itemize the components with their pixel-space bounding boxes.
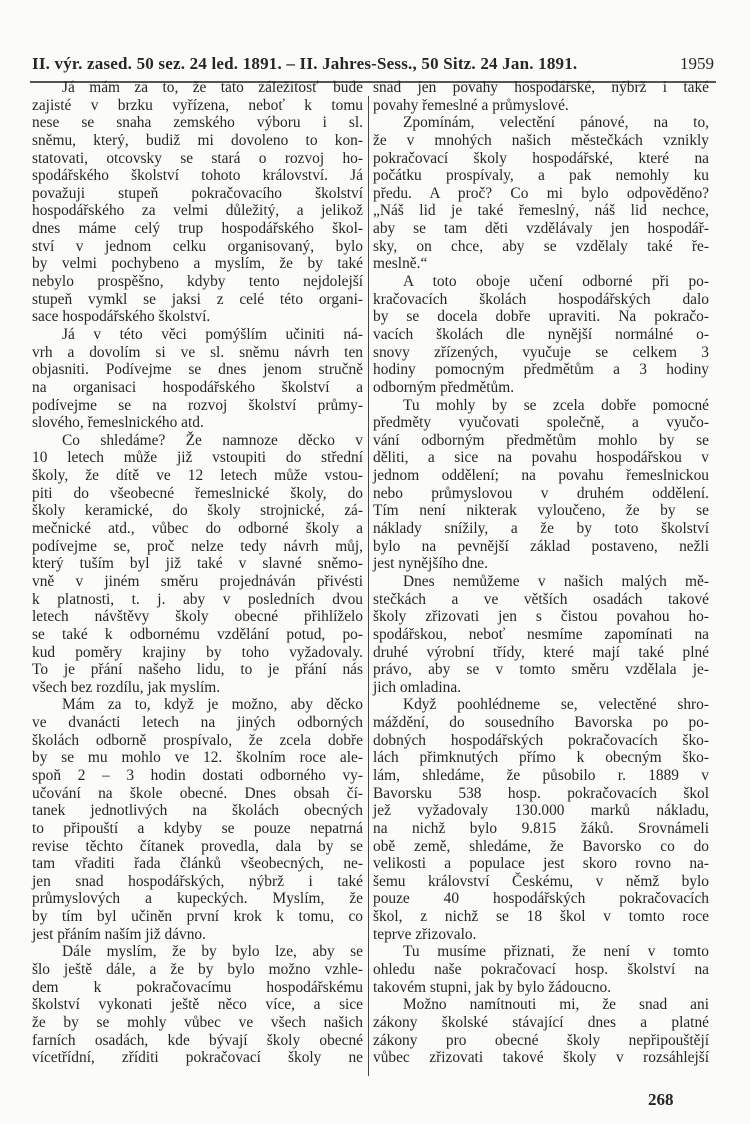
text-line: tam vřaditi řada článků všeobecných, ne-: [32, 855, 363, 873]
header-page-number: 1959: [680, 54, 714, 73]
text-line: všech bez rozdílu, jak myslím.: [32, 678, 221, 696]
column-divider: [368, 96, 369, 1076]
text-line: předměty vyučovati společně, a vyučo-: [373, 414, 709, 432]
text-line: bylo na pevnější základ postaveno, nežli: [373, 537, 709, 555]
text-line: školy keramické, do školy strojnické, zá-: [32, 502, 363, 520]
text-line: podívejme se na rozvoj školství průmy-: [32, 396, 363, 414]
text-line: považuji stupeň pokračovacího školství: [32, 184, 363, 202]
text-line: hodiny pomocným předmětům a 3 hodiny: [373, 361, 709, 379]
text-line: náklady snížily, a že by toto školství: [373, 520, 709, 538]
text-line: vícetřídní, zříditi pokračovací školy ne: [32, 1049, 363, 1067]
text-line: vně v jiném směru projednáván přivésti: [32, 572, 363, 590]
text-line: že by se mohly vůbec ve všech našich: [32, 1013, 363, 1031]
text-line: lám, shledáme, že působilo r. 1889 v: [373, 766, 709, 784]
text-line: máždění, do sousedního Bavorska po po-: [373, 714, 709, 732]
text-line: dobných hospodářských pokračovacích ško-: [373, 731, 709, 749]
text-line: „Náš lid je také řemeslný, náš lid nechce,: [373, 202, 709, 220]
text-line: kud poměry krajiny by toho vyžadovaly.: [32, 643, 363, 661]
text-line: Dále myslím, že by bylo lze, aby se: [62, 943, 363, 961]
text-line: k platnosti, t. j. aby v posledních dvou: [32, 590, 363, 608]
text-line: šlo ještě dále, a že by bylo možno vzhle-: [32, 961, 363, 979]
text-line: ve dvanácti letech na jiných odborných: [32, 714, 363, 732]
text-line: snovy zřízených, vyučuje se celkem 3: [373, 343, 709, 361]
text-line: revise těchto čítanek provedla, dala by se: [32, 837, 363, 855]
text-line: učování na škole obecné. Dnes obsah čí-: [32, 784, 363, 802]
text-line: pokračovací školy hospodářské, které na: [373, 149, 709, 167]
text-line: školství vykonati ještě něco více, a sice: [32, 996, 363, 1014]
text-line: by tím byl učiněn první krok k tomu, co: [32, 908, 363, 926]
text-line: povahy řemeslné a průmyslové.: [373, 96, 569, 114]
text-line: školy zřizovati jen s čistou povahou ho-: [373, 608, 709, 626]
text-line: zákony školské stávající dnes a platné: [373, 1013, 709, 1031]
text-line: jen snad hospodářských, nýbrž i také: [32, 872, 363, 890]
text-line: slového, řemeslnického atd.: [32, 414, 204, 432]
text-line: který tuším byl již také v slavné sněmo-: [32, 555, 363, 573]
text-line: podívejme se, proč nelze tedy návrh můj,: [32, 537, 363, 555]
header-session-info: II. výr. zased. 50 sez. 24 led. 1891. – II. Jahres-Sess., 50 Sitz. 24 Jan. 1891.: [32, 54, 578, 73]
text-line: odborným předmětům.: [373, 378, 515, 396]
text-line: 10 letech může již vstoupiti do střední: [32, 449, 363, 467]
text-line: jich omladina.: [373, 678, 462, 696]
text-line: škol, z nichž se 18 škol v tomto roce: [373, 908, 709, 926]
text-line: na organisaci hospodářského školství a: [32, 378, 363, 396]
text-line: počátku prospívaly, a pak nemohly ku: [373, 167, 709, 185]
text-line: právo, aby se v tomto směru vzdělala je-: [373, 661, 709, 679]
text-line: Tu mohly by se zcela dobře pomocné: [403, 396, 709, 414]
text-line: průmyslových a kupeckých. Myslím, že: [32, 890, 363, 908]
text-line: Když poohlédneme se, velectěné shro-: [403, 696, 709, 714]
text-line: ohledu naše pokračovací hosp. školství na: [373, 961, 709, 979]
text-line: nebo průmyslovou v druhém oddělení.: [373, 484, 709, 502]
text-line: takovém stupni, jak by bylo žádoucno.: [373, 978, 612, 996]
text-line: spodářského školství tohoto království. Já: [32, 167, 363, 185]
text-line: spodářskou, neboť nesmíme zapomínati na: [373, 625, 709, 643]
text-line: jež vyžadovaly 130.000 marků nákladu,: [373, 802, 709, 820]
text-line: dnes máme celý trup hospodářského škol-: [32, 220, 363, 238]
text-line: Tím není nikterak vyloučeno, že by se: [373, 502, 709, 520]
text-line: jest přáním naším již dávno.: [32, 925, 206, 943]
text-line: kračovacích školách hospodářských dalo: [373, 290, 709, 308]
text-line: teprve zřizovalo.: [373, 925, 477, 943]
text-line: by velmi pochybeno a myslím, že by také: [32, 255, 363, 273]
text-line: že v mnohých našich městečkách vznikly: [373, 131, 709, 149]
text-line: letech návštěvy školy obecné přihlíželo: [32, 608, 363, 626]
text-line: hospodářského za velmi důležitý, a jelikož: [32, 202, 363, 220]
text-line: To je přání našeho lidu, to je přání nás: [32, 661, 363, 679]
text-line: se také k odbornému vzdělání potud, po-: [32, 625, 363, 643]
text-line: šemu království Českému, v němž bylo: [373, 872, 709, 890]
text-line: školy, že dítě ve 12 letech může vstou-: [32, 467, 363, 485]
text-line: zajisté v brzku vyřízena, neboť k tomu: [32, 96, 363, 114]
text-line: nebylo prospěšno, kdyby tento nejdolejší: [32, 273, 363, 291]
text-line: Já v této věci pomýšlím učiniti ná-: [62, 325, 363, 343]
text-line: stupeň vymkl se jaksi z celé této organi-: [32, 290, 363, 308]
text-line: piti do všeobecné řemeslnické školy, do: [32, 484, 363, 502]
text-line: druhé výrobní třídy, které mají také plné: [373, 643, 709, 661]
left-column: [32, 79, 363, 1067]
text-line: školách odborně prospívalo, že zcela dobře: [32, 731, 363, 749]
text-line: aby se tam děti vzdělávaly jen hospodář-: [373, 220, 709, 238]
text-line: jednom oddělení; na povahu řemeslnickou: [373, 467, 709, 485]
text-line: dem k pokračovacímu hospodářskému: [32, 978, 363, 996]
text-line: by se docela dobře upraviti. Na pokračo-: [373, 308, 709, 326]
text-line: na nichž bylo 9.815 žáků. Srovnámeli: [373, 819, 709, 837]
text-line: Co shledáme? Že namnoze děcko v: [62, 431, 363, 449]
text-line: nese se snaha zemského výboru i sl.: [32, 114, 363, 132]
text-line: děliti, a sice na povahu hospodářskou v: [373, 449, 709, 467]
text-line: Já mám za to, že tato záležitosť bude: [62, 79, 363, 96]
text-line: A toto oboje učení odborné při po-: [403, 273, 709, 291]
text-line: to připouští a kdyby se pouze nepatrná: [32, 819, 363, 837]
text-line: obě země, shledáme, že Bavorsko co do: [373, 837, 709, 855]
text-line: sace hospodářského školství.: [32, 308, 211, 326]
text-line: vrh a dovolím si ve sl. sněmu návrh ten: [32, 343, 363, 361]
text-line: snad jen povahy hospodářské, nýbrž i také: [373, 79, 709, 96]
text-line: meslně.“: [373, 255, 428, 273]
text-line: objasniti. Podívejme se dnes jenom stručně: [32, 361, 363, 379]
text-line: tanek jednotlivých na školách obecných: [32, 802, 363, 820]
text-line: farních osadách, kde bývají školy obecné: [32, 1031, 363, 1049]
running-header: [32, 54, 714, 78]
text-line: velikosti a populace jest skoro rovno na-: [373, 855, 709, 873]
text-line: by se mu mohlo ve 12. školním roce ale-: [32, 749, 363, 767]
right-column: [373, 79, 709, 1067]
text-line: Tu musíme přiznati, že není v tomto: [403, 943, 709, 961]
text-line: mečnické atd., vůbec do odborné školy a: [32, 520, 363, 538]
text-line: Mám za to, když je možno, aby děcko: [62, 696, 363, 714]
text-line: sky, on chce, aby se vzdělaly také ře-: [373, 237, 709, 255]
text-line: lách přimknutých přímo k obecným ško-: [373, 749, 709, 767]
text-line: předu. A proč? Co mi bylo odpověděno?: [373, 184, 709, 202]
text-line: statovati, otcovsky se stará o rozvoj ho-: [32, 149, 363, 167]
text-line: Bavorsku 538 hosp. pokračovacích škol: [373, 784, 709, 802]
text-line: jest nynějšího dne.: [373, 555, 488, 573]
text-line: pouze 40 hospodářských pokračovacích: [373, 890, 709, 908]
text-line: spoň 2 – 3 hodin dostati odborného vy-: [32, 766, 363, 784]
text-line: zákony pro obecné školy nepřipouštějí: [373, 1031, 709, 1049]
page-number: 268: [648, 1090, 674, 1109]
text-line: stečkách a ve větších osadách takové: [373, 590, 709, 608]
text-line: Dnes nemůžeme v našich malých mě-: [403, 572, 709, 590]
text-line: Možno namítnouti mi, že snad ani: [403, 996, 709, 1014]
text-line: ství v jednom celku organisovaný, bylo: [32, 237, 363, 255]
text-line: vání odborným předmětům mohlo by se: [373, 431, 709, 449]
text-line: Zpomínám, velectění pánové, na to,: [403, 114, 709, 132]
text-line: vůbec zřizovati takové školy v rozsáhlejší: [373, 1049, 709, 1067]
text-line: sněmu, který, budiž mi dovoleno to kon-: [32, 131, 363, 149]
text-line: vacích školách dle nynější normálné o-: [373, 325, 709, 343]
